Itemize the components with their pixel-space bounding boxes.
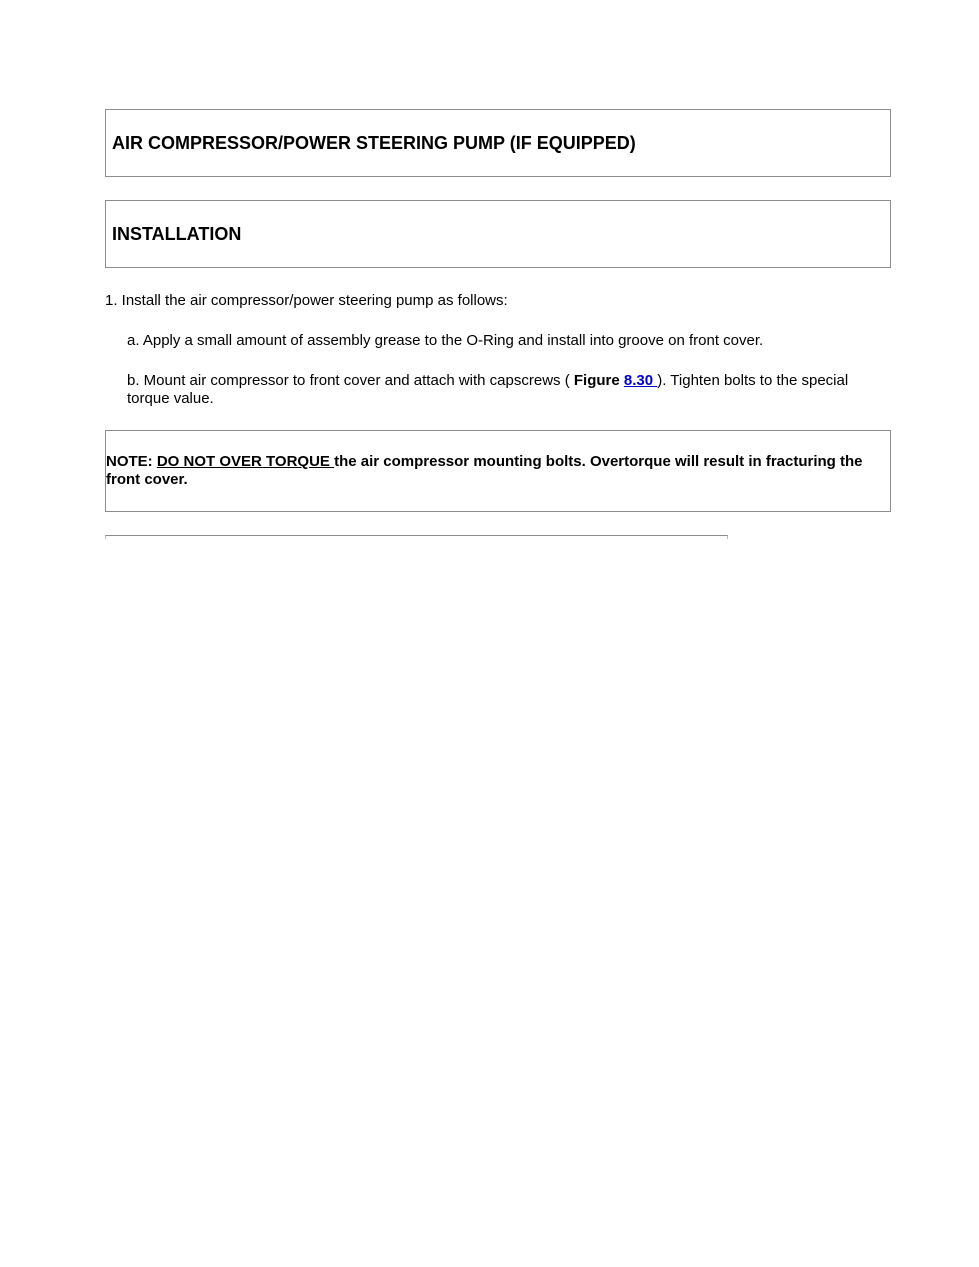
note-body: the air compressor mounting bolts. Overtorque will result in fracturing the front cover. xyxy=(106,453,863,488)
subsection-title: INSTALLATION xyxy=(112,223,242,244)
section-title-box xyxy=(105,109,891,177)
subsection-title-box xyxy=(105,200,891,268)
step-a: a. Apply a small amount of assembly grease to the O-Ring and install into groove on front cover. xyxy=(127,332,764,349)
step-b-prefix: b. Mount air compressor to front cover and attach with capscrews ( xyxy=(127,372,574,389)
note-text xyxy=(106,453,886,489)
figure-frame xyxy=(105,535,728,539)
step-b xyxy=(127,372,887,408)
figure-word: Figure xyxy=(573,372,620,389)
step-1: 1. Install the air compressor/power steering pump as follows: xyxy=(105,292,508,309)
section-title: AIR COMPRESSOR/POWER STEERING PUMP (IF EQUIPPED) xyxy=(112,132,636,153)
figure-link[interactable]: 8.30 xyxy=(623,372,658,389)
note-warning: DO NOT OVER TORQUE xyxy=(156,453,335,470)
step-b-suffix: ). Tighten bolts to the special torque value. xyxy=(127,372,849,407)
note-box xyxy=(105,430,891,512)
note-label: NOTE: xyxy=(106,453,157,470)
